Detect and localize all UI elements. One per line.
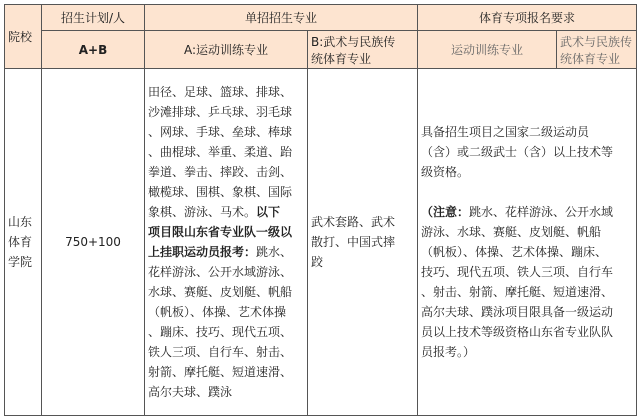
major-a-tail-line: 跳水、 [256,245,293,259]
header-single-major: 单招招生专业 [145,5,418,31]
req-note-line: 高尔夫球、蹼泳项目限具备一级运动 [421,305,614,319]
admission-table [4,4,637,416]
req-note-first-line [421,202,633,222]
req-note-line: （帆板）、体操、艺术体操、蹦床、 [421,245,608,259]
school-name-line2: 体育 [8,235,33,249]
req-line: （含）或二级武士（含）以上技术等 [421,145,614,159]
admission-table-container [4,4,636,416]
req-note-line: 、射击、射箭、摩托艇、短道速滑、 [421,285,614,299]
major-a-tail-line: 射箭、摩托艇、短道速滑、 [148,365,293,379]
major-a-bold-line: 以下 [256,205,281,219]
major-a-tail-line: 花样游泳、公开水域游泳、 [148,265,293,279]
header-ab: A+B [42,31,145,69]
major-a-line: 象棋、游泳、马术。 [148,205,257,219]
major-b-list [308,69,418,416]
req-note-label: （注意： [421,205,470,219]
major-a-line: 沙滩排球、乒乓球、羽毛球 [148,105,293,119]
major-a-line: 橄榄球、围棋、象棋、国际 [148,185,293,199]
major-a-line: 田径、足球、篮球、排球、 [148,85,293,99]
major-a-list [145,69,308,416]
major-b-line: 散打、中国式摔 [311,235,396,249]
header-req-a: 运动训练专业 [418,31,557,69]
sports-requirement-text [418,69,637,416]
major-b-line: 武术套路、武术 [311,215,396,229]
major-a-tail-line: 水球、赛艇、皮划艇、帆船 [148,285,293,299]
major-a-line: 、曲棍球、举重、柔道、跆 [148,145,293,159]
req-line: 具备招生项目之国家二级运动员 [421,125,590,139]
header-enroll-plan: 招生计划/人 [42,5,145,31]
req-note-line: 技巧、现代五项、铁人三项、自行车 [421,265,614,279]
school-name [5,69,42,416]
req-note-line: 员以上技术等级资格山东省专业队队 [421,325,614,339]
major-a-tail-line: 高尔夫球、蹼泳 [148,385,233,399]
major-a-line-with-bold [148,242,304,262]
header-major-b [308,31,418,69]
header-req-b-line2: 统体育专业 [560,51,621,66]
major-a-line: 拳道、拳击、摔跤、击剑、 [148,165,293,179]
header-major-b-line2: 统体育专业 [311,51,372,66]
school-name-line3: 学院 [8,255,33,269]
header-req-b [557,31,637,69]
school-name-line1: 山东 [8,215,33,229]
req-spacer [421,182,633,202]
header-sports-requirement: 体育专项报名要求 [418,5,637,31]
header-req-b-line1: 武术与民族传 [560,34,633,49]
req-line: 级资格。 [421,165,470,179]
req-note-line: 跳水、花样游泳、公开水域 [469,205,614,219]
major-a-bold-line: 项目限山东省专业队一级以 [148,225,293,239]
major-a-line: 、网球、手球、垒球、棒球 [148,125,293,139]
req-note-line: 游泳、水球、赛艇、皮划艇、帆船 [421,225,602,239]
header-major-a: A:运动训练专业 [145,31,308,69]
header-school: 院校 [5,5,42,69]
major-b-line: 跤 [311,255,324,269]
header-major-b-line1: B:武术与民族传 [311,34,396,49]
major-a-bold-line: 上挂职运动员报考： [148,245,257,259]
enroll-plan-value: 750+100 [42,69,145,416]
major-a-tail-line: （帆板）、体操、艺术体操 [148,305,287,319]
major-a-tail-line: 、蹦床、技巧、现代五项、 [148,325,293,339]
major-a-tail-line: 铁人三项、自行车、射击、 [148,345,293,359]
req-note-line: 员报考。） [421,345,476,359]
major-a-line-with-bold [148,202,304,222]
